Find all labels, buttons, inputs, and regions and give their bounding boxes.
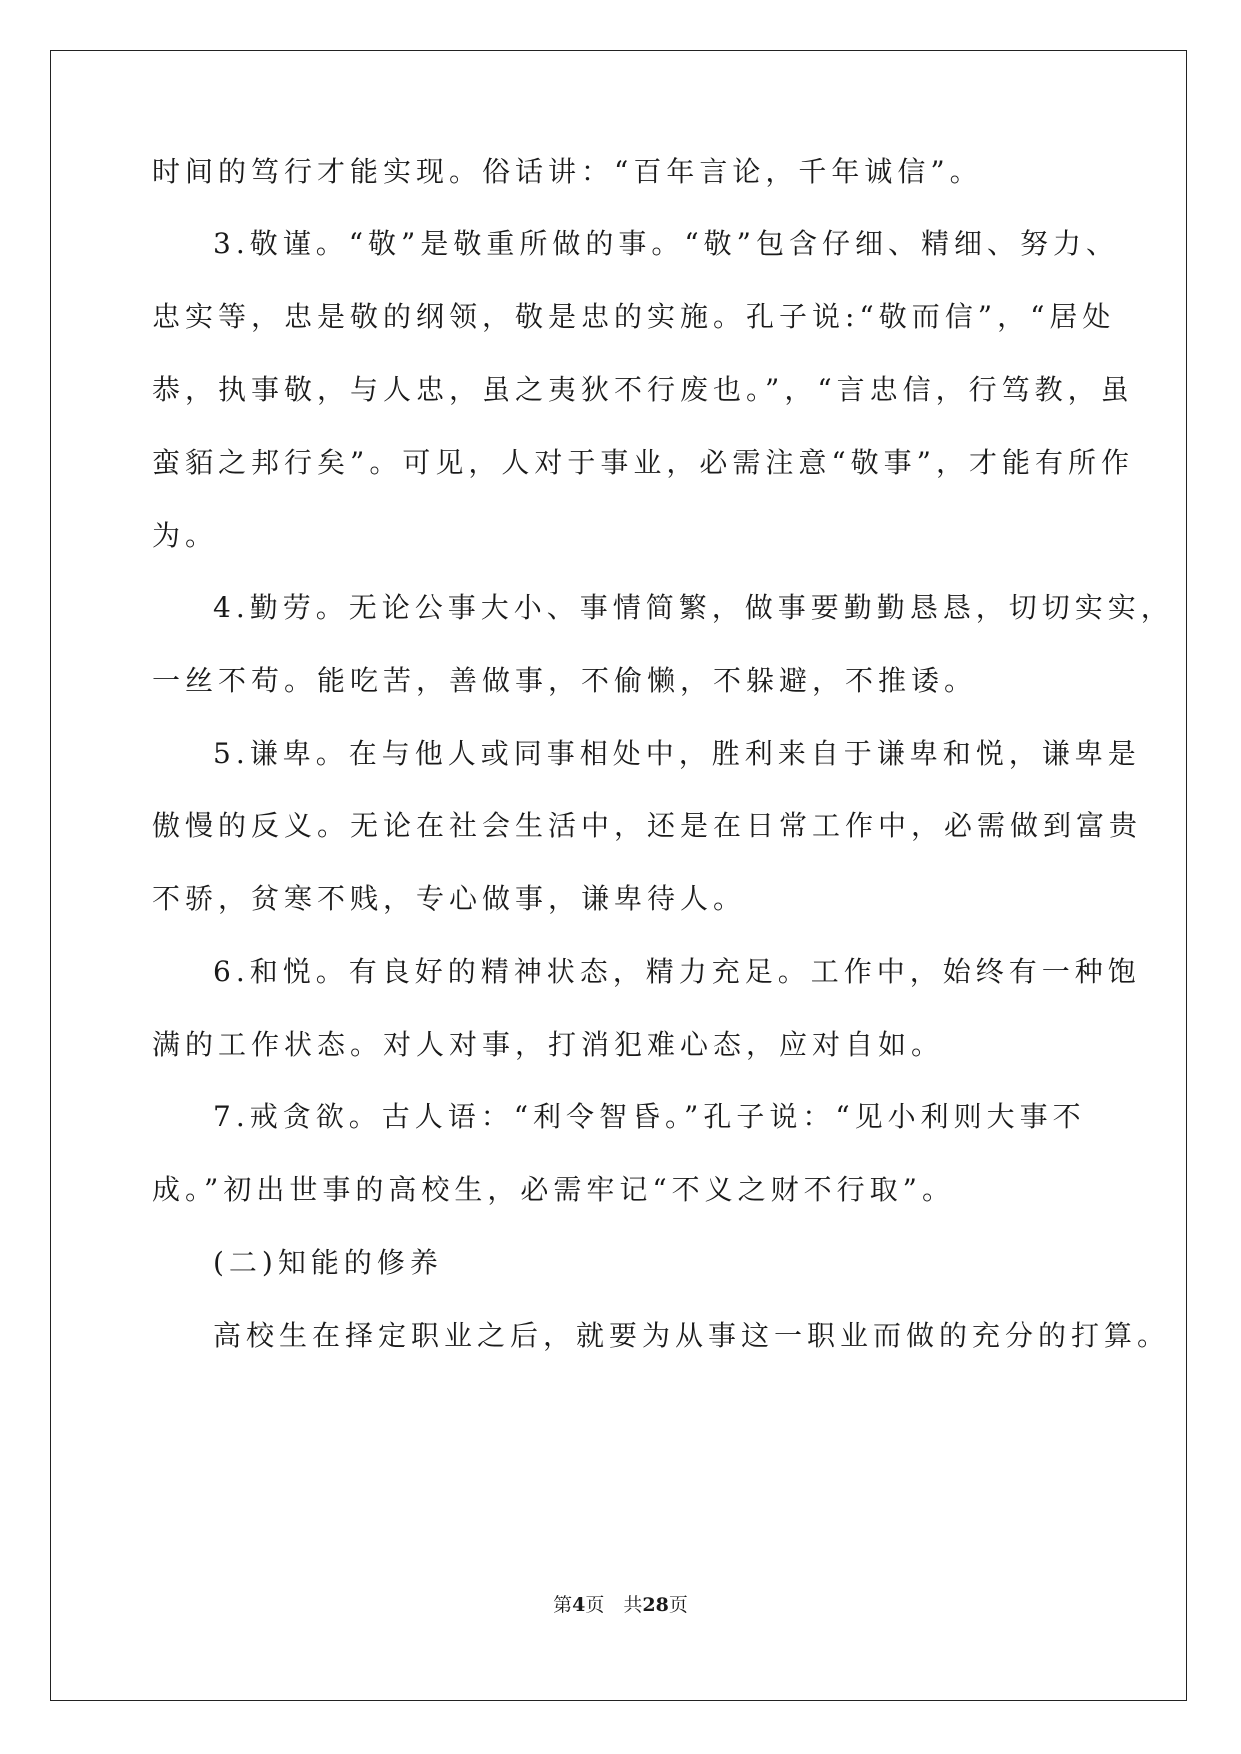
page-footer	[0, 1590, 1241, 1617]
footer-prefix: 第	[553, 1594, 573, 1616]
text-line: 为。	[152, 519, 219, 552]
text-line: 满的工作状态。对人对事，打消犯难心态，应对自如。	[152, 1028, 945, 1061]
text-line: 时间的笃行才能实现。俗话讲：“百年言论，千年诚信”。	[152, 155, 983, 188]
text-line: 一丝不苟。能吃苦，善做事，不偷懒，不躲避，不推诿。	[152, 664, 978, 697]
text-line: 不骄，贫寒不贱，专心做事，谦卑待人。	[152, 882, 747, 915]
text-line: 傲慢的反义。无论在社会生活中，还是在日常工作中，必需做到富贵	[152, 809, 1143, 842]
footer-mid: 页 共	[585, 1594, 643, 1616]
text-line: 成。”初出世事的高校生，必需牢记“不义之财不行取”。	[152, 1173, 955, 1206]
text-line: 4.勤劳。无论公事大小、事情简繁，做事要勤勤恳恳，切切实实，	[213, 591, 1174, 624]
text-line: 6.和悦。有良好的精神状态，精力充足。工作中，始终有一种饱	[213, 955, 1141, 988]
text-line: 恭，执事敬，与人忠，虽之夷狄不行废也。”，“言忠信，行笃教，虽	[152, 373, 1134, 406]
footer-suffix: 页	[668, 1594, 688, 1616]
text-line: 高校生在择定职业之后，就要为从事这一职业而做的充分的打算。	[213, 1319, 1171, 1352]
text-line: 蛮貊之邦行矣”。可见，人对于事业，必需注意“敬事”，才能有所作	[152, 446, 1134, 479]
current-page-number: 4	[572, 1594, 586, 1616]
text-line: 5.谦卑。在与他人或同事相处中，胜利来自于谦卑和悦，谦卑是	[213, 737, 1141, 770]
total-page-number: 28	[642, 1594, 669, 1616]
text-line: 7.戒贪欲。古人语：“利令智昏。”孔子说：“见小利则大事不	[213, 1100, 1086, 1133]
text-line: 3.敬谨。“敬”是敬重所做的事。“敬”包含仔细、精细、努力、	[213, 227, 1119, 260]
text-line: 忠实等，忠是敬的纲领，敬是忠的实施。孔子说:“敬而信”，“居处	[152, 300, 1116, 333]
section-heading: (二)知能的修养	[213, 1246, 443, 1279]
